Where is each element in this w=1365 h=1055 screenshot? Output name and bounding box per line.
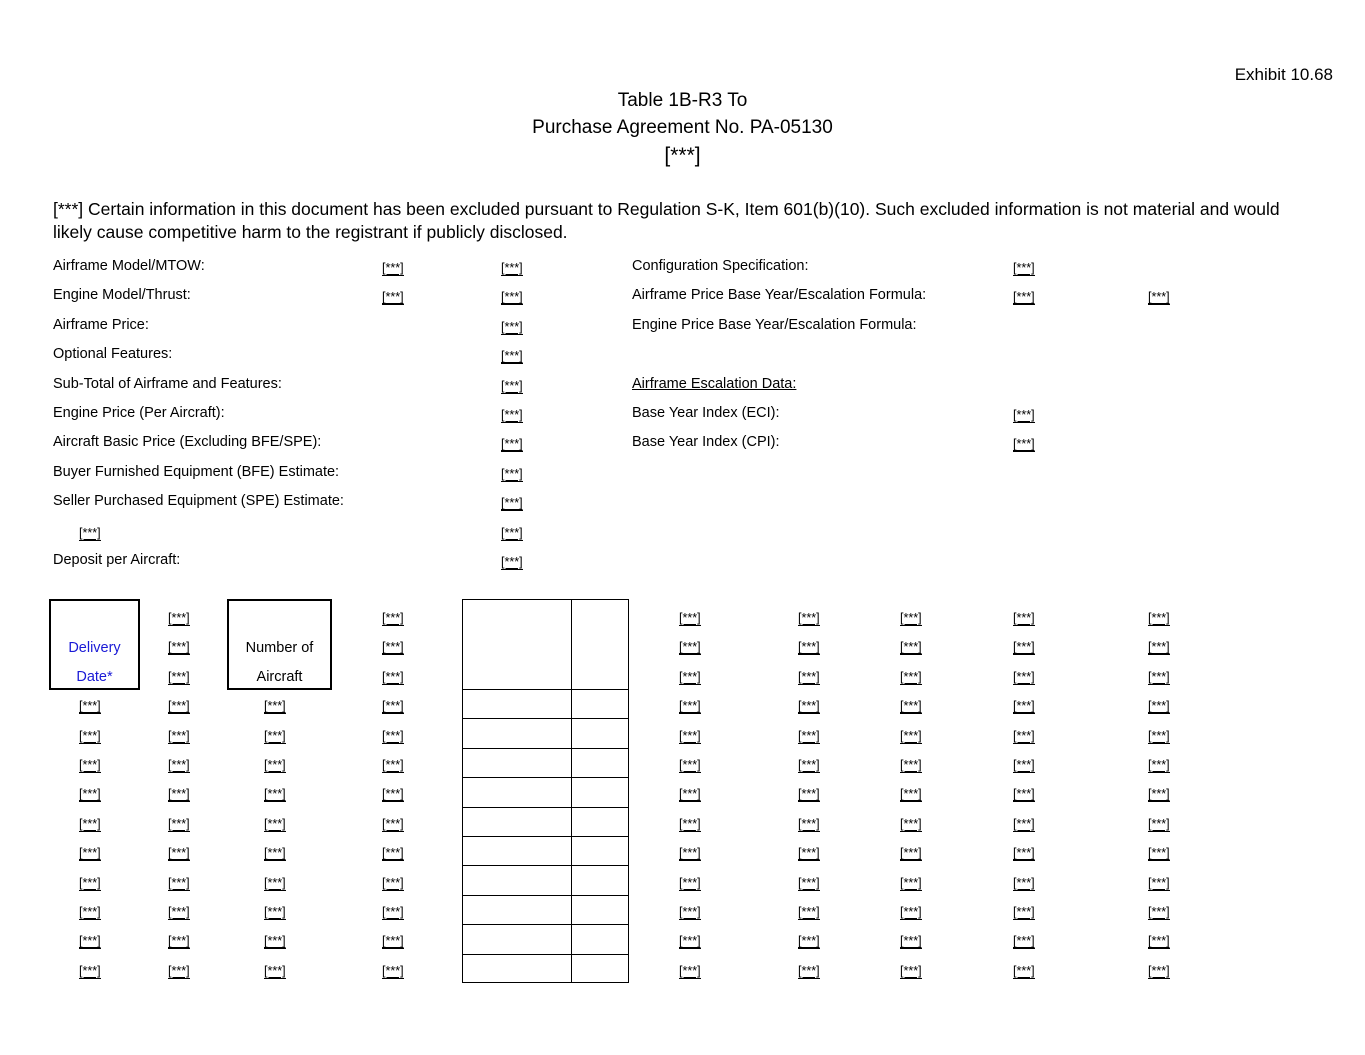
table-cell: [***] (1148, 875, 1170, 890)
table-cell: [***] (168, 758, 190, 772)
grid-row-line (463, 924, 628, 925)
table-cell: [***] (79, 905, 101, 919)
table-cell: [***] (168, 846, 190, 861)
table-cell: [***] (1013, 816, 1035, 831)
table-cell: [***] (900, 816, 922, 831)
table-cell: [***] (79, 934, 101, 949)
table-cell: [***] (79, 963, 101, 978)
table-cell: [***] (1148, 787, 1170, 802)
table-cell: [***] (1148, 934, 1170, 949)
table-cell: [***] (79, 875, 101, 890)
right-field-label: Base Year Index (ECI): (632, 405, 780, 421)
table-cell: [***] (382, 640, 404, 655)
table-cell: [***] (798, 611, 820, 625)
table-cell: [***] (900, 669, 922, 684)
exhibit-label: Exhibit 10.68 (1234, 65, 1333, 84)
table-cell: [***] (679, 611, 701, 625)
right-field-label: Configuration Specification: (632, 258, 809, 274)
table-cell: [***] (798, 669, 820, 684)
table-cell: [***] (168, 728, 190, 743)
right-field-label: Engine Price Base Year/Escalation Formula: (632, 316, 917, 333)
table-cell: [***] (1148, 758, 1170, 772)
table-cell: [***] (79, 816, 101, 831)
table-cell: [***] (679, 875, 701, 890)
table-cell: [***] (168, 640, 190, 655)
table-cell: [***] (1148, 640, 1170, 655)
table-cell: [***] (1013, 758, 1035, 772)
table-cell: [***] (679, 669, 701, 684)
table-cell: [***] (168, 875, 190, 890)
table-cell: [***] (1013, 846, 1035, 861)
left-field-value-2: [***] (501, 349, 523, 364)
table-cell: [***] (382, 846, 404, 861)
table-cell: [***] (382, 787, 404, 802)
table-cell: [***] (679, 758, 701, 772)
table-cell: [***] (79, 787, 101, 802)
table-cell: [***] (900, 934, 922, 949)
left-field-label: [***] (79, 525, 101, 540)
left-field-label: Optional Features: (53, 346, 173, 363)
table-cell: [***] (264, 728, 286, 743)
table-cell: [***] (264, 787, 286, 802)
table-cell: [***] (168, 699, 190, 714)
left-field-value-1: [***] (382, 290, 404, 305)
table-cell: [***] (798, 728, 820, 743)
left-field-label: Airframe Model/MTOW: (53, 258, 205, 274)
table-cell: [***] (79, 699, 101, 714)
left-field-label: Seller Purchased Equipment (SPE) Estimate: (53, 493, 344, 510)
table-cell: [***] (1148, 611, 1170, 625)
table-cell: [***] (1013, 669, 1035, 684)
table-cell: [***] (382, 934, 404, 949)
left-field-label: Sub-Total of Airframe and Features: (53, 375, 282, 392)
table-cell: [***] (264, 699, 286, 714)
table-cell: [***] (382, 905, 404, 919)
table-cell: [***] (679, 963, 701, 978)
left-field-value-2: [***] (501, 496, 523, 511)
table-cell: [***] (1013, 640, 1035, 655)
left-field-value-2: [***] (501, 319, 523, 334)
right-field-label: Airframe Escalation Data: (632, 375, 797, 392)
table-cell: [***] (1013, 611, 1035, 625)
table-cell: [***] (900, 640, 922, 655)
left-field-value-2: [***] (501, 555, 523, 569)
table-cell: [***] (382, 875, 404, 890)
table-cell: [***] (264, 905, 286, 919)
table-cell: [***] (798, 758, 820, 772)
table-cell: [***] (798, 905, 820, 919)
left-field-label: Engine Model/Thrust: (53, 287, 191, 304)
table-cell: [***] (679, 846, 701, 861)
table-cell: [***] (1148, 846, 1170, 861)
table-cell: [***] (1148, 669, 1170, 684)
delivery-header-line-1: Delivery (68, 640, 121, 656)
table-cell: [***] (79, 728, 101, 743)
right-field-value-1: [***] (1013, 437, 1035, 452)
table-cell: [***] (679, 640, 701, 655)
empty-grid-block (462, 599, 629, 983)
table-cell: [***] (168, 816, 190, 831)
table-cell: [***] (798, 934, 820, 949)
table-cell: [***] (798, 963, 820, 978)
table-cell: [***] (900, 963, 922, 978)
table-cell: [***] (1013, 787, 1035, 802)
left-field-value-2: [***] (501, 525, 523, 540)
table-cell: [***] (382, 699, 404, 714)
right-field-value-2: [***] (1148, 290, 1170, 305)
table-cell: [***] (1013, 905, 1035, 919)
table-cell: [***] (382, 728, 404, 743)
left-field-value-2: [***] (501, 408, 523, 422)
grid-row-line (463, 865, 628, 866)
table-cell: [***] (900, 699, 922, 714)
table-cell: [***] (382, 611, 404, 625)
title-line-1: Table 1B-R3 To (617, 90, 748, 111)
grid-row-line (463, 718, 628, 719)
number-header-line-2: Aircraft (256, 669, 303, 685)
table-cell: [***] (382, 816, 404, 831)
table-cell: [***] (79, 758, 101, 772)
left-field-label: Deposit per Aircraft: (53, 552, 181, 568)
left-field-value-2: [***] (501, 437, 523, 452)
grid-row-line (463, 777, 628, 778)
table-cell: [***] (798, 875, 820, 890)
table-cell: [***] (264, 846, 286, 861)
table-cell: [***] (79, 846, 101, 861)
table-cell: [***] (679, 728, 701, 743)
number-header-line-1: Number of (245, 640, 314, 656)
table-cell: [***] (168, 934, 190, 949)
table-cell: [***] (264, 934, 286, 949)
table-cell: [***] (679, 787, 701, 802)
left-field-value-1: [***] (382, 261, 404, 275)
table-cell: [***] (900, 758, 922, 772)
table-cell: [***] (900, 787, 922, 802)
table-cell: [***] (1013, 728, 1035, 743)
left-field-label: Buyer Furnished Equipment (BFE) Estimate: (53, 463, 340, 480)
table-cell: [***] (798, 846, 820, 861)
left-field-value-2: [***] (501, 466, 523, 481)
table-cell: [***] (382, 963, 404, 978)
table-cell: [***] (900, 875, 922, 890)
table-cell: [***] (798, 699, 820, 714)
table-cell: [***] (1013, 875, 1035, 890)
table-cell: [***] (264, 758, 286, 772)
left-field-value-2: [***] (501, 378, 523, 393)
title-line-2: Purchase Agreement No. PA-05130 (532, 117, 833, 138)
table-cell: [***] (798, 816, 820, 831)
left-field-label: Engine Price (Per Aircraft): (53, 405, 225, 421)
right-field-value-1: [***] (1013, 290, 1035, 305)
grid-row-line (463, 748, 628, 749)
left-field-value-2: [***] (501, 290, 523, 305)
left-field-label: Airframe Price: (53, 316, 149, 333)
grid-row-line (463, 807, 628, 808)
table-cell: [***] (679, 699, 701, 714)
grid-row-line (463, 895, 628, 896)
table-cell: [***] (382, 758, 404, 772)
table-cell: [***] (264, 816, 286, 831)
table-cell: [***] (382, 669, 404, 684)
grid-row-line (463, 689, 628, 690)
table-cell: [***] (1013, 963, 1035, 978)
table-cell: [***] (264, 875, 286, 890)
table-cell: [***] (168, 669, 190, 684)
delivery-header-line-2: Date* (76, 669, 113, 685)
table-cell: [***] (679, 816, 701, 831)
table-cell: [***] (1148, 963, 1170, 978)
table-cell: [***] (1148, 728, 1170, 743)
table-cell: [***] (1013, 699, 1035, 714)
title-line-3: [***] (664, 144, 701, 167)
table-cell: [***] (900, 846, 922, 861)
table-cell: [***] (264, 963, 286, 978)
table-cell: [***] (679, 934, 701, 949)
left-field-label: Aircraft Basic Price (Excluding BFE/SPE): (53, 434, 322, 451)
table-cell: [***] (798, 640, 820, 655)
right-field-label: Base Year Index (CPI): (632, 434, 780, 451)
table-cell: [***] (1148, 905, 1170, 919)
redaction-notice: [***] Certain information in this document has been excluded pursuant to Regulation S-K, Item 601(b)(10). Such excluded information is not material and would likely cause competitive harm to the registrant if publicly disclosed. (53, 199, 1280, 242)
table-cell: [***] (1013, 934, 1035, 949)
table-cell: [***] (1148, 699, 1170, 714)
table-cell: [***] (168, 963, 190, 978)
table-cell: [***] (798, 787, 820, 802)
grid-row-line (463, 836, 628, 837)
left-field-value-2: [***] (501, 261, 523, 275)
right-field-label: Airframe Price Base Year/Escalation Formula: (632, 287, 927, 304)
grid-row-line (463, 954, 628, 955)
table-cell: [***] (900, 611, 922, 625)
table-cell: [***] (168, 905, 190, 919)
table-cell: [***] (168, 787, 190, 802)
right-field-value-1: [***] (1013, 408, 1035, 422)
table-cell: [***] (900, 905, 922, 919)
table-cell: [***] (900, 728, 922, 743)
table-cell: [***] (168, 611, 190, 625)
right-field-value-1: [***] (1013, 261, 1035, 275)
table-cell: [***] (679, 905, 701, 919)
table-cell: [***] (1148, 816, 1170, 831)
